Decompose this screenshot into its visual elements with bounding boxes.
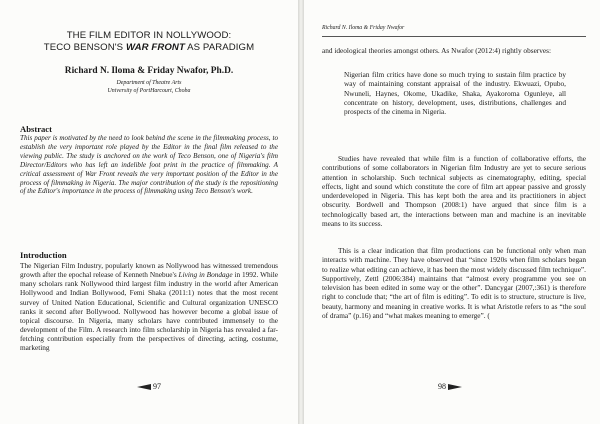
page-marker-left-icon (137, 384, 151, 390)
department: Department of Theatre Arts (116, 80, 182, 86)
paragraph-studies: Studies have revealed that while film is a function of collaborative efforts, the contributions of some collaborators in Nigerian film Industry are yet to secure serious attention in scholarship. Such technical subjects as cinematography, editing, special effects, light and sound which constitute the core of film art appear passive and grossly underdeveloped in Nigeria. This has kept both the area and its practitioners in abject obscurity. Bordwell and Thompson (2008:1) have argued that since film is a technologically based art, the interactions between man and machine is an inevitable means to its success. (322, 154, 586, 229)
right-page (304, 0, 600, 424)
intro-text-part-2: in 1992. While many scholars rank Nollywood third largest film industry in the world after American Hollywood and Indian Bollywood, Femi Shaka (2011:1) notes that the most recent survey of United Nation Educational, Scientific and Cultural organization UNESCO ranks it second after Bollywood. Nollywood has however become a global issue of topical discourse. In Nigeria, many scholars have contributed immensely to the development of the Film. A research into film scholarship in Nigeria has revealed a far-fetching contribution especially from the perspectives of directing, acting, costume, marketing (20, 270, 278, 353)
introduction-heading: Introduction (20, 250, 67, 260)
page-number-text: 98 (438, 382, 446, 391)
page-number-text: 97 (153, 382, 161, 391)
title-suffix: AS PARADIGM (184, 42, 255, 53)
page-marker-right-icon (448, 384, 462, 390)
abstract-heading: Abstract (20, 124, 52, 134)
intro-film-title: Living in Bondage (178, 270, 233, 280)
university: University of PortHarcourt, Choba (107, 88, 191, 94)
article-title (20, 30, 278, 54)
intro-text-part-1: The Nigerian Film Industry, popularly known as Nollywood has witnessed tremendous growth after the epochal release of Kenneth Nnebue's (20, 261, 278, 280)
title-line-2 (20, 42, 278, 54)
left-page (0, 0, 298, 424)
header-rule (322, 36, 586, 37)
title-line-1: THE FILM EDITOR IN NOLLYWOOD: (66, 30, 232, 41)
title-film-name: WAR FRONT (125, 42, 185, 53)
paragraph-clear-indication: This is a clear indication that film productions can be functional only when man interacts with machine. They have observed that “since 1920s when film scholars began to realize what editing can achieve, it has been the most widely discussed film technique”. Supportively, Zettl (2006:384) maintains that “almost every programme you see on television has been edited in some way or the other”. Dancygar (2007,:361) is therefore right to conclude that; “the art of film is editing”. To edit is to structure, structure is live, beauty, harmony and meaning in creative works. It is what Aristotle refers to as “the soul of drama” (p.16) and “what makes meaning to emerge”. ( (322, 246, 586, 321)
abstract-text: This paper is motivated by the need to look behind the scene in the filmmaking process, to establish the very important role played by the Editor in the final film released to the viewing public. The study is anchored on the work of Teco Benson, one of Nigeria's film Director/Editors who has left an indelible foot print in the practice of filmmaking. A critical assessment of War Front reveals the very important position of the Editor in the process of filmmaking in Nigeria. The major contribution of the study is the repositioning of the Editor's importance in the process of filmmaking using Teco Benson's work. (20, 134, 278, 196)
page-number-97 (119, 382, 179, 391)
block-quote: Nigerian film critics have done so much trying to sustain film practice by way of maintaining constant appraisal of the industry. Ekwuazi, Opubo, Nwuneli, Haynes, Okome, Ukadike, Shaka, Ayakoroma Ogunleye, all concentrate on history, development, uses, distributions, challenges and prospects of the cinema in Nigeria. (344, 70, 566, 117)
continued-paragraph: and ideological theories amongst others. As Nwafor (2012:4) rightly observes: (322, 46, 551, 55)
page-number-98 (420, 382, 480, 391)
authors: Richard N. Iloma & Friday Nwafor, Ph.D. (64, 66, 234, 76)
running-head: Richard N. Iloma & Friday Nwafor (322, 25, 405, 31)
title-prefix: TECO BENSON'S (43, 42, 126, 53)
introduction-text (20, 261, 278, 353)
